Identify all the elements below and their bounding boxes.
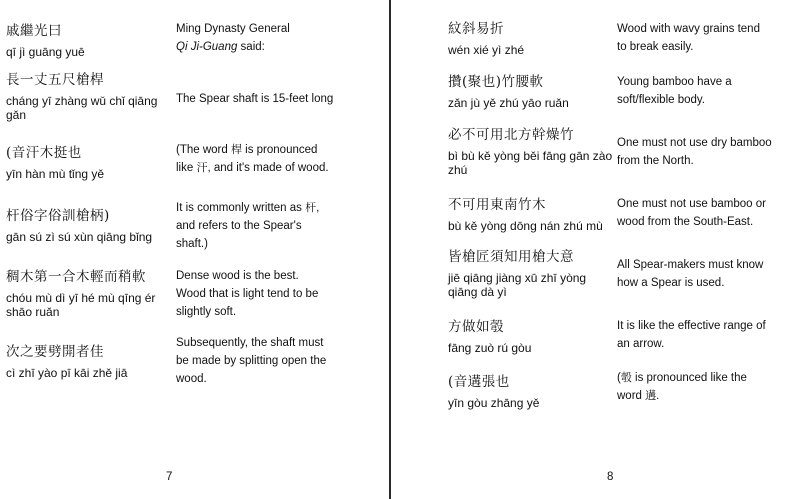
hanzi-line: 稠木第一合木輕而稍軟 (6, 269, 146, 285)
hanzi-line: (音遘張也 (448, 374, 510, 390)
hanzi-line: 紋斜易折 (448, 21, 504, 37)
hanzi-line: 攢(聚也)竹腰軟 (448, 74, 544, 90)
pinyin-line: jiē qiāng jiàng xū zhī yòng qiāng dà yì (448, 271, 587, 299)
right-row-5-translation: All Spear-makers must know how a Spear is used. (617, 259, 764, 289)
hanzi-line: 次之要劈開者佳 (6, 344, 104, 360)
left-row-1-translation: Ming Dynasty General Qi Ji-Guang said: (176, 23, 290, 53)
left-row-6-source (6, 343, 171, 380)
pinyin-line: qī jì guāng yuē (6, 45, 85, 59)
pinyin-line: zǎn jù yě zhú yāo ruǎn (448, 96, 569, 110)
pinyin-line: gān sú zì sú xùn qiāng bǐng (6, 230, 153, 244)
hanzi-line: 皆槍匠須知用槍大意 (448, 249, 574, 265)
right-row-1-source (448, 20, 613, 57)
pinyin-line: wén xié yì zhé (448, 43, 525, 57)
page-number: 7 (166, 471, 173, 483)
right-page (391, 0, 786, 499)
hanzi-line: 杆俗字俗訓槍柄) (6, 208, 110, 224)
right-row-4-translation: One must not use bamboo or wood from the South-East. (617, 198, 766, 228)
pinyin-line: cháng yī zhàng wǔ chǐ qiāng gǎn (6, 94, 158, 122)
hanzi-line: 方做如彀 (448, 319, 504, 335)
right-row-2-translation: Young bamboo have a soft/flexible body. (617, 76, 732, 106)
left-row-5-translation: Dense wood is the best. Wood that is light tend to be slightly soft. (176, 270, 319, 318)
left-row-2-translation: The Spear shaft is 15-feet long (176, 93, 334, 105)
left-row-1-source (6, 22, 171, 59)
left-row-4-translation: It is commonly written as 杆, and refers to the Spear's shaft.) (176, 201, 320, 250)
right-row-3-translation: One must not use dry bamboo from the North. (617, 137, 772, 167)
right-row-7-source (448, 373, 613, 410)
hanzi-line: (音汗木挺也 (6, 145, 82, 161)
pinyin-line: cì zhī yào pī kāi zhě jiā (6, 366, 128, 380)
pinyin-line: fāng zuò rú gòu (448, 341, 532, 355)
hanzi-line: 不可用東南竹木 (448, 197, 546, 213)
pinyin-line: yīn gòu zhāng yě (448, 396, 540, 410)
hanzi-line: 戚繼光曰 (6, 23, 62, 39)
right-row-7-translation: (彀 is pronounced like the word 遘. (617, 371, 747, 402)
right-row-2-source (448, 73, 613, 110)
left-row-2-source (6, 71, 171, 122)
left-row-5-source (6, 268, 171, 319)
pinyin-line: bù kě yòng dōng nán zhú mù (448, 219, 603, 233)
page-number: 8 (607, 471, 614, 483)
right-row-6-source (448, 318, 613, 355)
right-row-6-translation: It is like the effective range of an arrow. (617, 320, 766, 350)
left-row-3-source (6, 144, 171, 181)
pinyin-line: bì bù kě yòng běi fāng gān zào zhú (448, 149, 613, 177)
left-row-6-translation: Subsequently, the shaft must be made by splitting open the wood. (176, 337, 327, 385)
right-row-3-source (448, 126, 613, 177)
left-row-4-source (6, 207, 171, 244)
right-row-1-translation: Wood with wavy grains tend to break easily. (617, 23, 760, 53)
hanzi-line: 必不可用北方幹燥竹 (448, 127, 574, 143)
right-row-4-source (448, 196, 613, 233)
left-page (0, 0, 389, 499)
hanzi-line: 長一丈五尺槍桿 (6, 72, 104, 88)
right-row-5-source (448, 248, 613, 299)
pinyin-line: yīn hàn mù tǐng yě (6, 167, 105, 181)
pinyin-line: chóu mù dì yī hé mù qīng ér shāo ruǎn (6, 291, 156, 319)
left-row-3-translation: (The word 桿 is pronounced like 汗, and it's made of wood. (176, 143, 329, 174)
